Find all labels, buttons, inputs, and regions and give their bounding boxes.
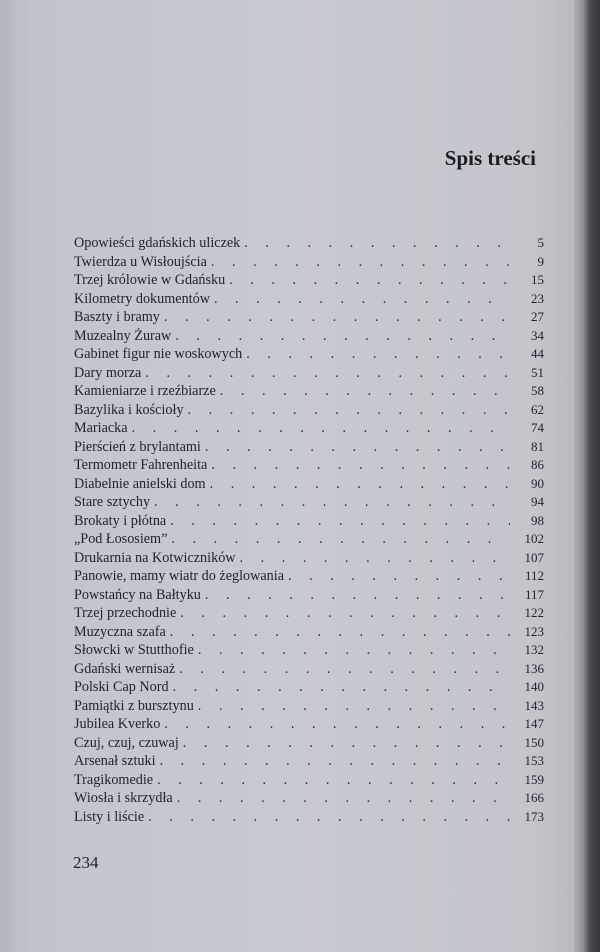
toc-entry-page: 9 — [537, 253, 544, 269]
toc-leader-dots — [229, 271, 510, 290]
toc-entry — [74, 493, 544, 512]
toc-leader-dots — [246, 345, 510, 364]
toc-entry-title: Bazylika i kościoły — [74, 401, 184, 418]
toc-entry — [74, 771, 544, 790]
toc-entry — [74, 438, 544, 457]
toc-entry — [74, 530, 544, 549]
toc-entry-page: 34 — [531, 327, 544, 343]
toc-entry-title: Kilometry dokumentów — [74, 290, 210, 307]
toc-entry-page: 58 — [531, 383, 544, 398]
toc-entry-page: 81 — [531, 438, 544, 454]
toc-entry — [74, 641, 544, 660]
toc-entry — [74, 271, 544, 290]
toc-entry-page: 150 — [524, 734, 544, 750]
page-title: Spis treści — [444, 146, 536, 170]
toc-leader-dots — [164, 308, 510, 327]
toc-entry — [74, 567, 544, 586]
toc-leader-dots — [132, 419, 510, 438]
toc-entry-page: 147 — [524, 716, 544, 731]
toc-entry-title: Tragikomedie — [74, 771, 154, 788]
toc-entry-page: 173 — [524, 808, 544, 824]
toc-leader-dots — [171, 530, 510, 549]
toc-entry — [74, 345, 544, 364]
toc-entry-page: 23 — [531, 290, 544, 306]
toc-leader-dots — [180, 604, 510, 623]
toc-entry-title: Stare sztychy — [74, 494, 151, 510]
toc-leader-dots — [160, 752, 510, 771]
toc-leader-dots — [179, 660, 510, 679]
toc-entry-page: 51 — [531, 364, 544, 380]
toc-entry — [74, 549, 544, 568]
toc-entry-title: Wiosła i skrzydła — [74, 790, 173, 806]
toc-entry — [74, 475, 544, 494]
toc-entry-title: Kamieniarze i rzeźbiarze — [74, 383, 216, 399]
toc-entry-title: Termometr Fahrenheita — [74, 457, 208, 473]
toc-entry-title: Muzyczna szafa — [74, 623, 166, 640]
toc-entry — [74, 290, 544, 309]
toc-entry-page: 143 — [524, 697, 544, 713]
toc-leader-dots — [198, 641, 510, 660]
toc-leader-dots — [188, 401, 510, 420]
toc-entry-page: 90 — [531, 475, 544, 491]
toc-entry-page: 159 — [524, 771, 544, 787]
toc-leader-dots — [205, 438, 510, 457]
toc-leader-dots — [164, 715, 510, 734]
toc-entry-page: 136 — [524, 660, 544, 676]
toc-leader-dots — [211, 456, 510, 475]
toc-entry-page: 123 — [524, 623, 544, 639]
toc-leader-dots — [170, 623, 510, 642]
toc-entry — [74, 623, 544, 642]
toc-entry-title: Trzej królowie w Gdańsku — [74, 272, 226, 288]
toc-entry-title: Czuj, czuj, czuwaj — [74, 734, 179, 751]
toc-entry-title: Pierścień z brylantami — [74, 438, 201, 455]
toc-entry-page: 153 — [524, 753, 544, 768]
toc-leader-dots — [170, 512, 510, 531]
toc-entry-title: Trzej przechodnie — [74, 605, 177, 621]
toc-entry-title: Listy i liście — [74, 808, 145, 825]
toc-entry-title: Brokaty i płótna — [74, 512, 167, 529]
toc-entry — [74, 715, 544, 734]
toc-entry-page: 132 — [524, 642, 544, 657]
toc-entry-title: Słowcki w Stutthofie — [74, 642, 194, 658]
toc-leader-dots — [288, 567, 510, 586]
toc-entry — [74, 808, 544, 827]
toc-entry-title: Mariacka — [74, 420, 128, 436]
toc-leader-dots — [244, 234, 510, 253]
toc-leader-dots — [198, 697, 510, 716]
toc-entry-title: Opowieści gdańskich uliczek — [74, 235, 241, 251]
toc-entry-page: 166 — [524, 790, 544, 805]
toc-entry — [74, 419, 544, 438]
toc-entry — [74, 234, 544, 253]
toc-entry-title: Gdański wernisaż — [74, 660, 176, 677]
toc-entry — [74, 401, 544, 420]
toc-leader-dots — [183, 734, 510, 753]
toc-entry — [74, 604, 544, 623]
toc-entry-title: Panowie, mamy wiatr do żeglowania — [74, 568, 284, 584]
toc-entry — [74, 327, 544, 346]
toc-entry-title: Drukarnia na Kotwiczników — [74, 549, 236, 566]
toc-entry-page: 94 — [531, 494, 544, 509]
toc-leader-dots — [210, 475, 510, 494]
toc-entry-page: 140 — [524, 679, 544, 694]
toc-entry-title: Gabinet figur nie woskowych — [74, 346, 243, 362]
toc-entry — [74, 660, 544, 679]
toc-leader-dots — [177, 789, 510, 808]
toc-leader-dots — [220, 382, 510, 401]
toc-entry-page: 15 — [531, 272, 544, 287]
toc-leader-dots — [148, 808, 510, 827]
toc-entry-title: Muzealny Żuraw — [74, 327, 172, 344]
toc-entry-title: Polski Cap Nord — [74, 679, 169, 695]
toc-leader-dots — [145, 364, 510, 383]
toc-entry — [74, 789, 544, 808]
toc-entry — [74, 734, 544, 753]
toc-entry — [74, 364, 544, 383]
toc-entry — [74, 308, 544, 327]
toc-entry-title: Baszty i bramy — [74, 309, 160, 325]
page-number: 234 — [73, 853, 99, 872]
toc-entry-title: Twierdza u Wisłoujścia — [74, 253, 207, 270]
toc-entry-page: 86 — [531, 457, 544, 472]
toc-entry — [74, 456, 544, 475]
toc-entry-page: 117 — [524, 586, 544, 602]
toc-leader-dots — [154, 493, 510, 512]
toc-entry-page: 107 — [524, 549, 544, 565]
toc-entry-page: 112 — [524, 568, 544, 583]
toc-entry-page: 44 — [531, 346, 544, 361]
toc-entry-page: 5 — [537, 235, 544, 250]
toc-entry-page: 102 — [524, 531, 544, 546]
toc-entry-title: Jubilea Kverko — [74, 716, 161, 732]
page-edge-shadow — [574, 0, 600, 952]
toc-leader-dots — [175, 327, 510, 346]
toc-leader-dots — [205, 586, 510, 605]
toc-leader-dots — [173, 678, 510, 697]
toc-leader-dots — [211, 253, 510, 272]
toc-entry — [74, 678, 544, 697]
toc-entry — [74, 382, 544, 401]
toc-entry — [74, 752, 544, 771]
toc-leader-dots — [157, 771, 510, 790]
toc-entry — [74, 697, 544, 716]
toc-entry — [74, 586, 544, 605]
toc-entry-page: 98 — [531, 512, 544, 528]
toc-leader-dots — [240, 549, 510, 568]
toc-entry — [74, 512, 544, 531]
toc-entry-title: Arsenał sztuki — [74, 753, 156, 769]
toc-entry-page: 74 — [531, 420, 544, 435]
toc-entry-page: 62 — [531, 401, 544, 417]
toc-entry-title: Dary morza — [74, 364, 142, 381]
toc-entry — [74, 253, 544, 272]
table-of-contents — [74, 234, 544, 826]
toc-entry-title: „Pod Łososiem” — [74, 531, 168, 547]
toc-leader-dots — [214, 290, 510, 309]
toc-entry-page: 27 — [531, 309, 544, 324]
toc-entry-page: 122 — [524, 605, 544, 620]
toc-entry-title: Diabelnie anielski dom — [74, 475, 206, 492]
toc-entry-title: Powstańcy na Bałtyku — [74, 586, 201, 603]
toc-entry-title: Pamiątki z bursztynu — [74, 697, 194, 714]
